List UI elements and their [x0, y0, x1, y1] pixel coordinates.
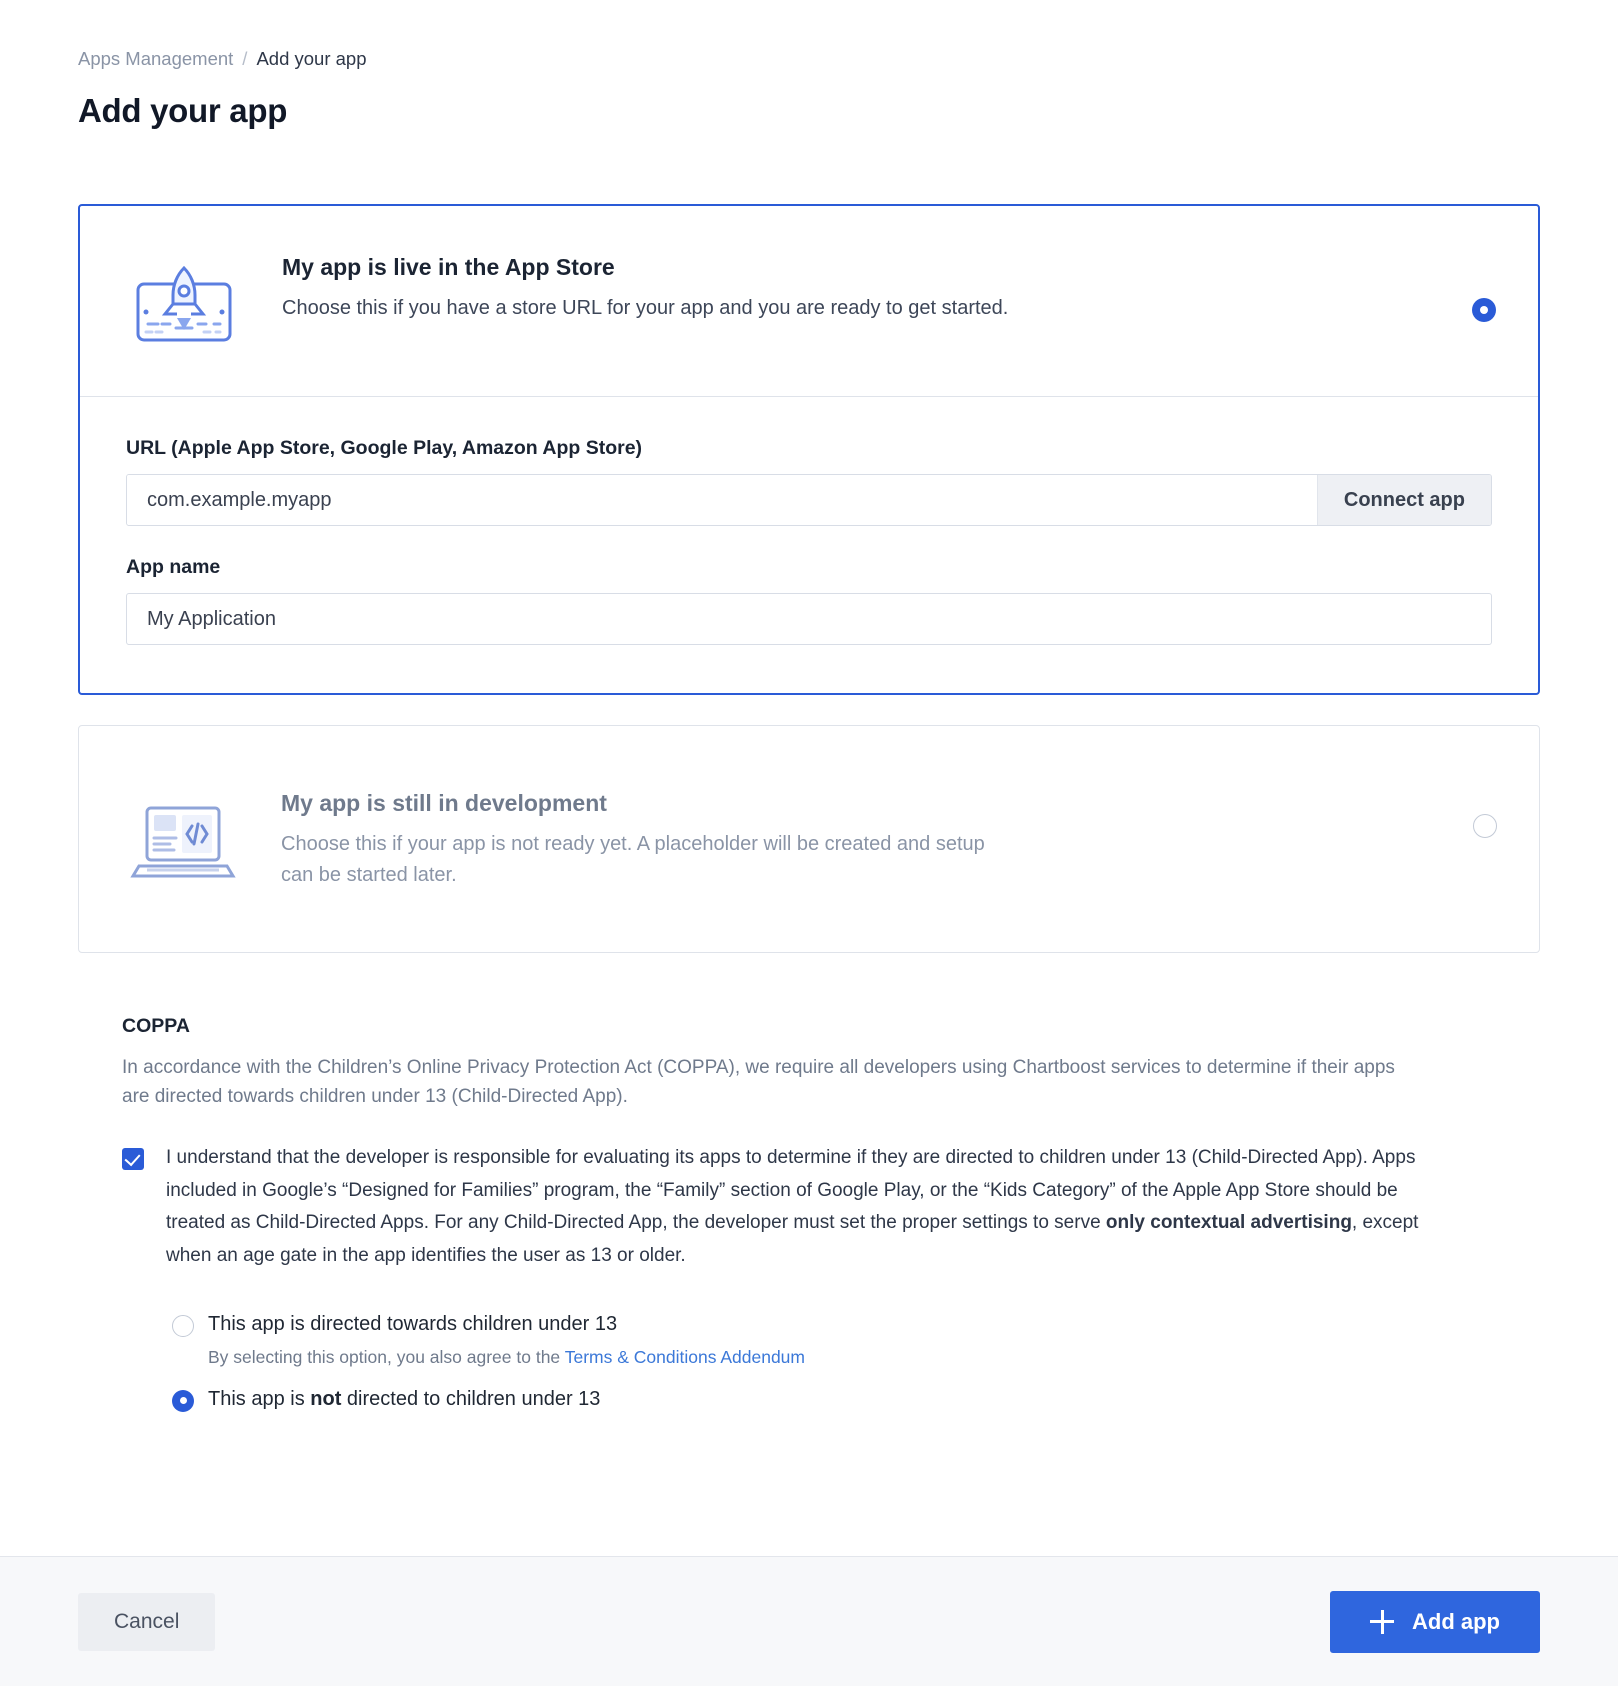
coppa-consent-part1: I understand that the developer is responsible for evaluating its apps to determine if they are directed to children under 13 (Child-Directed App). Apps included in Google’s “Designed for Families” program, the “Family” section of Google Play, or the “Kids Category” of the Apple App Store should be treated as Child-Directed Apps. For any Child-Directed App, the developer must set the proper settings to serve — [166, 1146, 1416, 1234]
url-field-label: URL (Apple App Store, Google Play, Amazon App Store) — [126, 437, 643, 460]
option-live-heading: My app is live in the App Store — [282, 254, 615, 281]
radio-option-live-in-app-store[interactable] — [1472, 298, 1496, 322]
coppa-choice-yes-sub-prefix: By selecting this option, you also agree to the — [208, 1346, 565, 1367]
option-dev-heading: My app is still in development — [281, 790, 607, 817]
coppa-section — [78, 1015, 1540, 1411]
footer-action-bar — [0, 1556, 1618, 1686]
coppa-choice-no-prefix: This app is — [208, 1387, 311, 1410]
url-input[interactable] — [127, 475, 1317, 525]
app-name-input[interactable] — [126, 593, 1492, 645]
page-title: Add your app — [78, 92, 288, 130]
add-app-button[interactable] — [1330, 1591, 1540, 1653]
laptop-code-icon — [125, 788, 241, 890]
option-live-text — [282, 252, 1424, 323]
plus-icon — [1370, 1610, 1394, 1634]
breadcrumb-separator: / — [242, 48, 248, 69]
terms-conditions-addendum-link[interactable]: Terms & Conditions Addendum — [564, 1346, 805, 1367]
coppa-choice-no-suffix: directed to children under 13 — [341, 1387, 601, 1410]
option-live-description: Choose this if you have a store URL for your app and you are ready to get started. — [282, 297, 1009, 320]
coppa-consent-bold: only contextual advertising — [1105, 1212, 1352, 1234]
cancel-button[interactable]: Cancel — [78, 1593, 215, 1651]
coppa-choices — [122, 1311, 1520, 1412]
option-card-in-development[interactable] — [78, 725, 1540, 953]
store-app-form — [80, 397, 1538, 693]
connect-app-button[interactable]: Connect app — [1317, 475, 1491, 525]
coppa-consent-row — [122, 1142, 1520, 1273]
option-card-live-in-app-store[interactable] — [78, 204, 1540, 695]
radio-option-in-development[interactable] — [1473, 814, 1497, 838]
breadcrumb — [78, 48, 1540, 70]
option-live-radio-wrap — [1464, 252, 1504, 322]
app-source-options — [78, 204, 1540, 953]
coppa-choice-no-bold: not — [310, 1387, 342, 1410]
option-dev-header[interactable] — [79, 726, 1539, 952]
coppa-choice-directed-yes[interactable] — [172, 1311, 1520, 1368]
coppa-consent-part2: , except when an age gate in the app identifies the user as 13 or older. — [166, 1212, 1419, 1266]
url-input-row — [126, 474, 1492, 526]
coppa-consent-text — [166, 1142, 1436, 1273]
coppa-choice-no-body — [208, 1386, 1520, 1412]
coppa-choice-yes-body — [208, 1311, 1520, 1368]
radio-directed-no[interactable] — [172, 1390, 194, 1412]
breadcrumb-link-apps-management[interactable]: Apps Management — [78, 48, 234, 69]
coppa-title: COPPA — [122, 1015, 190, 1038]
coppa-intro: In accordance with the Children’s Online Privacy Protection Act (COPPA), we require all developers using Chartboost services to determine if their apps are directed towards children under 13 (Child-Directed App). — [122, 1057, 1395, 1108]
breadcrumb-current: Add your app — [256, 48, 367, 69]
coppa-choice-directed-no[interactable] — [172, 1386, 1520, 1412]
radio-directed-yes[interactable] — [172, 1315, 194, 1337]
app-name-field-label: App name — [126, 556, 221, 579]
coppa-choice-yes-sub — [208, 1347, 1520, 1368]
coppa-choice-yes-label: This app is directed towards children under 13 — [208, 1312, 618, 1335]
rocket-launch-icon — [126, 252, 242, 354]
option-dev-description: Choose this if your app is not ready yet. A placeholder will be created and setup can be started later. — [281, 833, 985, 886]
option-dev-radio-wrap — [1465, 788, 1505, 838]
coppa-choice-no-label — [208, 1386, 1520, 1412]
option-dev-text — [281, 788, 1425, 890]
add-app-button-label: Add app — [1412, 1608, 1500, 1634]
coppa-consent-checkbox[interactable] — [122, 1148, 144, 1170]
option-live-header[interactable] — [80, 206, 1538, 397]
